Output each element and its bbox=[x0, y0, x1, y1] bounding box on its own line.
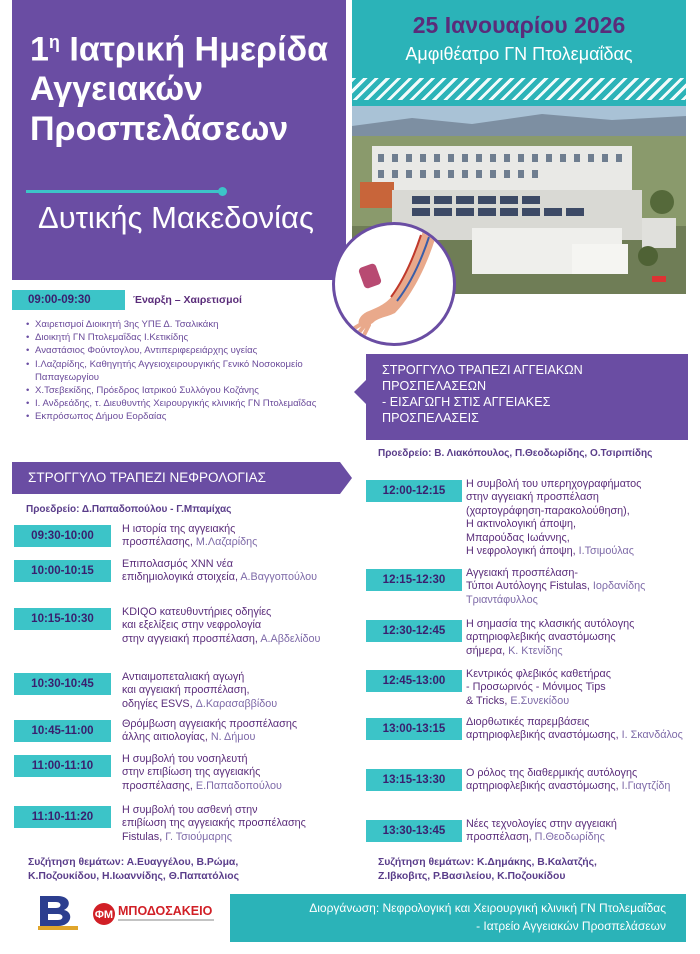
topic-line bbox=[122, 671, 277, 684]
list-item: • Χαιρετισμοί Διοικητή 3ης ΥΠΕ Δ. Τσαλικάκη bbox=[26, 318, 326, 331]
topic-text: Τύποι Αυτόλογης Fistulas, bbox=[466, 580, 590, 593]
topic-text: και εξελίξεις στην νεφρολογία bbox=[122, 619, 262, 632]
hospital-logo-underline bbox=[118, 919, 214, 921]
topic-text: αρτηριοφλεβικής αναστόμωσης, bbox=[466, 729, 619, 742]
topic-text: Η νεφρολογική άποψη, bbox=[466, 545, 576, 558]
topic-text: Αγγειακή προσπέλαση- bbox=[466, 567, 578, 579]
topic-line bbox=[466, 505, 641, 518]
topic-line bbox=[122, 698, 277, 711]
topic-line bbox=[466, 831, 617, 844]
nephrology-slot-time: 10:00-10:15 bbox=[14, 560, 111, 582]
topic-line bbox=[466, 780, 670, 793]
vascular-slot-time: 12:45-13:00 bbox=[366, 670, 462, 692]
topic-text: άλλης αιτιολογίας, bbox=[122, 731, 208, 744]
topic-line bbox=[122, 684, 277, 697]
topic-text: προσπέλασης, bbox=[122, 779, 193, 792]
nephrology-slot-topic bbox=[122, 523, 257, 550]
topic-text: σήμερα, bbox=[466, 644, 506, 657]
speaker-name: Κ. Κτενίδης bbox=[508, 644, 563, 657]
list-item: • Ι.Λαζαρίδης, Καθηγητής Αγγειοχειρουργικής Γενικό Νοσοκομείο Παπαγεωργίου bbox=[26, 358, 326, 384]
topic-line bbox=[466, 580, 700, 607]
topic-line bbox=[466, 668, 611, 681]
vascular-section-title bbox=[366, 354, 688, 440]
topic-line bbox=[122, 780, 282, 793]
vascular-slot-topic bbox=[466, 567, 700, 607]
vascular-slot-time: 13:00-13:15 bbox=[366, 718, 462, 740]
topic-text: Η ιστορία της αγγειακής bbox=[122, 523, 236, 535]
vascular-slot-topic bbox=[466, 716, 683, 743]
section-arrow bbox=[340, 462, 352, 494]
speaker-name: Α.Αβδελίδου bbox=[260, 632, 321, 645]
topic-line bbox=[122, 558, 317, 571]
topic-text: Ο ρόλος της διαθερμικής αυτόλογης bbox=[466, 767, 638, 779]
nephrology-slot-time: 11:00-11:10 bbox=[14, 755, 111, 777]
topic-text: Η συμβολή του υπερηχογραφήματος bbox=[466, 478, 642, 490]
topic-line bbox=[466, 767, 670, 780]
vascular-slot-topic bbox=[466, 818, 617, 845]
topic-text: Η ακτινολογική άποψη, bbox=[466, 518, 576, 531]
topic-text: Κεντρικός φλεβικός καθετήρας bbox=[466, 668, 611, 680]
topic-line bbox=[466, 618, 634, 631]
topic-text: προσπέλαση, bbox=[466, 831, 532, 844]
topic-text: επιδημιολογικά στοιχεία, bbox=[122, 571, 238, 584]
speaker-name: Γ. Τσιούμαρης bbox=[165, 830, 232, 843]
topic-text: αρτηριοφλεβικής αναστόμωσης, bbox=[466, 780, 619, 793]
decorative-stripes bbox=[352, 78, 686, 100]
speaker-name: Ι.Γιαγτζίδη bbox=[621, 780, 671, 793]
topic-text: Αντιαιμοπεταλιακή αγωγή bbox=[122, 671, 245, 683]
nephrology-slot-topic bbox=[122, 606, 320, 646]
speaker-name: Ι.Τσιμούλας bbox=[578, 545, 634, 558]
topic-line bbox=[122, 523, 257, 536]
nephrology-section-title: ΣΤΡΟΓΓΥΛΟ ΤΡΑΠΕΖΙ ΝΕΦΡΟΛΟΓΙΑΣ bbox=[12, 462, 340, 494]
vascular-slot-topic bbox=[466, 618, 634, 658]
list-item: • Ι. Ανδρεάδης, τ. Διευθυντής Χειρουργικής κλινικής ΓΝ Πτολεμαΐδας bbox=[26, 397, 326, 410]
nephrology-chairs: Προεδρείο: Δ.Παπαδοπούλου - Γ.Μπαμίχας bbox=[26, 504, 232, 515]
topic-text: αρτηριοφλεβικής αναστόμωσης bbox=[466, 631, 616, 644]
topic-line bbox=[466, 716, 683, 729]
list-item: • Αναστάσιος Φούντογλου, Αντιπεριφερειάρχης υγείας bbox=[26, 344, 326, 357]
discussion-line: Συζήτηση θεμάτων: Κ.Δημάκης, Β.Καλατζής, bbox=[378, 857, 597, 868]
speaker-name: Ε.Παπαδοπούλου bbox=[195, 779, 282, 792]
region-logo bbox=[36, 892, 80, 932]
topic-text: Θρόμβωση αγγειακής προσπέλασης bbox=[122, 718, 298, 730]
topic-line bbox=[122, 619, 320, 632]
topic-line bbox=[466, 729, 683, 742]
event-subtitle: Δυτικής Μακεδονίας bbox=[38, 200, 314, 235]
nephrology-slot-topic bbox=[122, 753, 282, 793]
svg-text:ΦΜ: ΦΜ bbox=[94, 909, 114, 921]
list-item: • Διοικητή ΓΝ Πτολεμαΐδας Ι.Κετικίδης bbox=[26, 331, 326, 344]
nephrology-slot-time: 10:45-11:00 bbox=[14, 720, 111, 742]
vascular-chairs: Προεδρείο: Β. Λιακόπουλος, Π.Θεοδωρίδης, Ο.Τσιριπίδης bbox=[378, 448, 653, 459]
hospital-logo-text: ΜΠΟΔΟΣΑΚΕΙΟ bbox=[118, 904, 213, 918]
vascular-slot-topic bbox=[466, 478, 641, 558]
title-line: ΠΡΟΣΠΕΛΑΣΕΩΝ bbox=[382, 379, 487, 393]
topic-line bbox=[122, 718, 297, 731]
list-item: • Εκπρόσωπος Δήμου Εορδαίας bbox=[26, 410, 326, 423]
nephrology-slot-topic bbox=[122, 804, 306, 844]
topic-line bbox=[466, 545, 641, 558]
nephrology-slot-time: 11:10-11:20 bbox=[14, 806, 111, 828]
topic-line bbox=[466, 681, 611, 694]
hospital-logo bbox=[92, 900, 212, 926]
speaker-name: Δ.Καρασαββίδου bbox=[195, 697, 278, 710]
topic-line bbox=[466, 695, 611, 708]
speaker-name: Ε.Συνεκίδου bbox=[510, 694, 570, 707]
topic-line bbox=[122, 731, 297, 744]
nephrology-slot-time: 09:30-10:00 bbox=[14, 525, 111, 547]
topic-text: Μπαρούδας Ιωάννης, bbox=[466, 531, 570, 544]
topic-line bbox=[466, 645, 634, 658]
topic-text: στην επιβίωση της αγγειακής bbox=[122, 766, 261, 779]
discussion-line: Συζήτηση θεμάτων: Α.Ευαγγέλου, Β.Ρώμα, bbox=[28, 857, 239, 868]
topic-text: Η συμβολή του ασθενή στην bbox=[122, 804, 258, 816]
topic-line bbox=[466, 478, 641, 491]
title-line: ΠΡΟΣΠΕΛΑΣΕΙΣ bbox=[382, 411, 479, 425]
speaker-name: Α.Βαγγοπούλου bbox=[240, 571, 318, 584]
opening-label: Έναρξη – Χαιρετισμοί bbox=[133, 294, 242, 306]
topic-text: Διορθωτικές παρεμβάσεις bbox=[466, 716, 590, 728]
title-divider bbox=[26, 190, 222, 193]
vascular-slot-time: 12:30-12:45 bbox=[366, 620, 462, 642]
topic-text: στην αγγειακή προσπέλαση, bbox=[122, 632, 258, 645]
organizer-line-2: - Ιατρείο Αγγειακών Προσπελάσεων bbox=[476, 919, 666, 933]
nephrology-slot-time: 10:30-10:45 bbox=[14, 673, 111, 695]
nephrology-discussion bbox=[28, 856, 338, 884]
topic-text: προσπέλασης, bbox=[122, 536, 193, 549]
topic-line bbox=[466, 518, 641, 531]
section-arrow bbox=[354, 380, 366, 404]
topic-line bbox=[466, 818, 617, 831]
topic-line bbox=[122, 633, 320, 646]
discussion-line: Κ.Ποζουκίδου, Η.Ιωαννίδης, Θ.Παπατόλιος bbox=[28, 871, 240, 882]
organizer-line-1: Διοργάνωση: Νεφρολογική και Χειρουργική κλινική ΓΝ Πτολεμαΐδας bbox=[309, 901, 666, 915]
topic-text: & Tricks, bbox=[466, 694, 508, 707]
topic-line bbox=[122, 606, 320, 619]
list-item: • Χ.Τσεβεκίδης, Πρόεδρος Ιατρικού Συλλόγου Κοζάνης bbox=[26, 384, 326, 397]
vascular-slot-time: 13:15-13:30 bbox=[366, 769, 462, 791]
opening-time: 09:00-09:30 bbox=[12, 290, 125, 310]
topic-text: επιβίωση της αγγειακής προσπέλασης bbox=[122, 817, 306, 830]
speaker-name: Μ.Λαζαρίδης bbox=[195, 536, 258, 549]
topic-line bbox=[466, 491, 641, 504]
topic-text: Επιπολασμός ΧΝΝ νέα bbox=[122, 558, 233, 570]
topic-line bbox=[122, 571, 317, 584]
topic-text: οδηγίες ESVS, bbox=[122, 697, 193, 710]
vascular-slot-topic bbox=[466, 668, 611, 708]
nephrology-slot-topic bbox=[122, 671, 277, 711]
event-title: $1^\eta$ Ιατρική Ημερίδα Αγγειακών Προσπελάσεων bbox=[30, 30, 329, 149]
speaker-name: Π.Θεοδωρίδης bbox=[534, 831, 605, 844]
arm-vascular-illustration bbox=[332, 222, 456, 346]
topic-text: στην αγγειακή προσπέλαση bbox=[466, 491, 599, 504]
speaker-name: Ν. Δήμου bbox=[210, 731, 256, 744]
topic-text: Fistulas, bbox=[122, 830, 163, 843]
topic-line bbox=[122, 817, 306, 830]
topic-line bbox=[122, 804, 306, 817]
vascular-slot-time: 12:15-12:30 bbox=[366, 569, 462, 591]
topic-text: Η συμβολή του νοσηλευτή bbox=[122, 753, 248, 765]
greetings-list bbox=[26, 318, 326, 424]
topic-text: και αγγειακή προσπέλαση, bbox=[122, 684, 250, 697]
topic-line bbox=[466, 567, 700, 580]
topic-line bbox=[466, 631, 634, 644]
topic-text: KDIQO κατευθυντήριες οδηγίες bbox=[122, 606, 272, 618]
topic-text: (χαρτογράφηση-παρακολούθηση), bbox=[466, 504, 630, 517]
title-line: - ΕΙΣΑΓΩΓΗ ΣΤΙΣ ΑΓΓΕΙΑΚΕΣ bbox=[382, 395, 551, 409]
topic-text: - Προσωρινός - Μόνιμος Tips bbox=[466, 681, 606, 694]
topic-text: Η σημασία της κλασικής αυτόλογης bbox=[466, 618, 635, 630]
topic-line bbox=[122, 831, 306, 844]
event-venue: Αμφιθέατρο ΓΝ Πτολεμαΐδας bbox=[405, 44, 633, 64]
vascular-slot-time: 12:00-12:15 bbox=[366, 480, 462, 502]
topic-line bbox=[122, 536, 257, 549]
topic-line bbox=[122, 766, 282, 779]
nephrology-slot-topic bbox=[122, 718, 297, 745]
vascular-slot-topic bbox=[466, 767, 670, 794]
title-line: ΣΤΡΟΓΓΥΛΟ ΤΡΑΠΕΖΙ ΑΓΓΕΙΑΚΩΝ bbox=[382, 363, 583, 377]
topic-line bbox=[122, 753, 282, 766]
discussion-line: Ζ.Ιβκοβιτς, Ρ.Βασιλείου, Κ.Ποζουκίδου bbox=[378, 871, 566, 882]
speaker-name: Ιορδανίδης Τριαντάφυλλος bbox=[466, 580, 646, 606]
vascular-slot-time: 13:30-13:45 bbox=[366, 820, 462, 842]
speaker-name: Ι. Σκανδάλος bbox=[621, 729, 683, 742]
nephrology-slot-time: 10:15-10:30 bbox=[14, 608, 111, 630]
nephrology-slot-topic bbox=[122, 558, 317, 585]
topic-line bbox=[466, 532, 641, 545]
event-date: 25 Ιανουαρίου 2026 bbox=[412, 12, 626, 38]
topic-text: Νέες τεχνολογίες στην αγγειακή bbox=[466, 818, 617, 830]
vascular-discussion bbox=[378, 856, 688, 884]
